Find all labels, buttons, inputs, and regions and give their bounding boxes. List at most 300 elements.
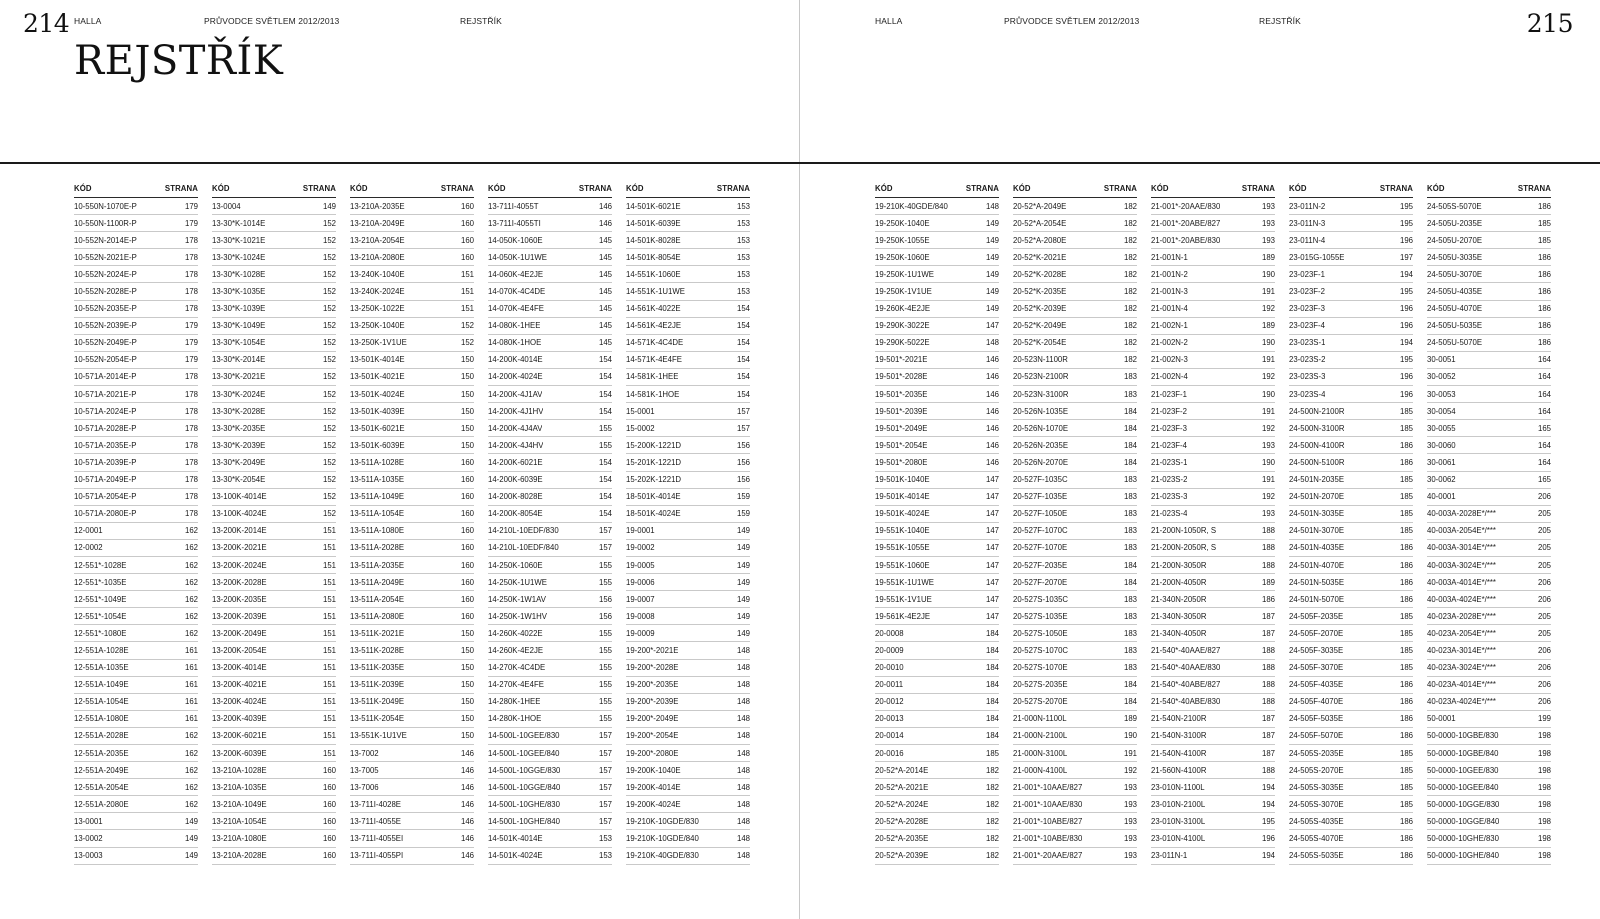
product-code: 12-551A-2035E (74, 748, 129, 758)
page-reference: 154 (598, 406, 612, 416)
product-code: 40-003A-4014E*/*** (1427, 577, 1496, 587)
product-code: 13-711I-4055E (350, 816, 402, 826)
product-code: 13-210A-2054E (350, 235, 405, 245)
index-row (626, 335, 750, 352)
product-code: 23-011N-1 (1151, 851, 1188, 861)
page-reference: 183 (1123, 628, 1137, 638)
index-row (1427, 472, 1551, 489)
page-reference: 151 (322, 697, 336, 707)
product-code: 12-551A-2049E (74, 765, 129, 775)
index-row (488, 386, 612, 403)
page-reference: 184 (1123, 406, 1137, 416)
index-row (488, 557, 612, 574)
page-reference: 153 (736, 201, 750, 211)
index-row (1427, 813, 1551, 830)
product-code: 19-250K-1040E (875, 218, 930, 228)
page-reference: 151 (322, 560, 336, 570)
page-reference: 150 (460, 440, 474, 450)
product-code: 13-30*K-1035E (212, 287, 266, 297)
index-column (350, 180, 474, 865)
page-reference: 186 (1537, 252, 1551, 262)
index-row (1013, 420, 1137, 437)
index-row (1289, 660, 1413, 677)
page-reference: 187 (1261, 628, 1275, 638)
index-row (626, 386, 750, 403)
product-code: 14-270K-4E4FE (488, 680, 544, 690)
page-reference: 196 (1399, 304, 1413, 314)
index-row (1427, 283, 1551, 300)
product-code: 40-003A-2054E*/*** (1427, 526, 1496, 536)
page-reference: 150 (460, 423, 474, 433)
product-code: 10-571A-2028E-P (74, 423, 137, 433)
page-reference: 185 (1399, 799, 1413, 809)
product-code: 21-001*-20ABE/827 (1151, 218, 1221, 228)
product-code: 21-200N-1050R, S (1151, 526, 1217, 536)
product-code: 14-250K-1060E (488, 560, 543, 570)
index-row (1427, 386, 1551, 403)
page-header: STRANA (302, 184, 336, 193)
index-row (1289, 830, 1413, 847)
page-reference: 184 (1123, 423, 1137, 433)
index-row (875, 540, 999, 557)
page-reference: 149 (736, 577, 750, 587)
index-row (1151, 454, 1275, 471)
page-reference: 187 (1261, 748, 1275, 758)
page-reference: 184 (985, 645, 999, 655)
index-row (875, 335, 999, 352)
index-row (1013, 779, 1137, 796)
product-code: 13-501K-4024E (350, 389, 405, 399)
page-reference: 194 (1261, 851, 1275, 861)
page-reference: 191 (1123, 748, 1137, 758)
page-reference: 160 (460, 235, 474, 245)
index-row (212, 335, 336, 352)
product-code: 13-711I-4055TI (488, 218, 541, 228)
index-row (350, 779, 474, 796)
index-row (488, 454, 612, 471)
page-reference: 155 (598, 663, 612, 673)
product-code: 30-0061 (1427, 457, 1456, 467)
page-reference: 185 (1399, 748, 1413, 758)
product-code: 24-501N-3035E (1289, 509, 1345, 519)
product-code: 20-0016 (875, 748, 904, 758)
index-row (875, 813, 999, 830)
index-row (74, 762, 198, 779)
product-code: 20-52*A-2028E (875, 816, 929, 826)
index-row (1289, 386, 1413, 403)
page-reference: 192 (1261, 423, 1275, 433)
product-code: 10-552N-2035E-P (74, 304, 137, 314)
index-row (488, 728, 612, 745)
page-reference: 151 (322, 628, 336, 638)
product-code: 20-52*A-2049E (1013, 201, 1067, 211)
page-reference: 191 (1261, 287, 1275, 297)
page-reference: 196 (1399, 389, 1413, 399)
product-code: 24-505F-5035E (1289, 714, 1344, 724)
index-row (74, 215, 198, 232)
product-code: 14-501K-4024E (488, 851, 543, 861)
page-reference: 186 (1399, 851, 1413, 861)
index-row (626, 813, 750, 830)
page-reference: 195 (1399, 355, 1413, 365)
index-row (1151, 796, 1275, 813)
index-row (1289, 711, 1413, 728)
product-code: 13-210A-1028E (212, 765, 267, 775)
index-row (1427, 711, 1551, 728)
page-reference: 186 (1537, 338, 1551, 348)
product-code: 50-0000-10GEE/840 (1427, 782, 1499, 792)
product-code: 19-250K-1055E (875, 235, 930, 245)
index-row (1289, 848, 1413, 865)
page-reference: 196 (1399, 321, 1413, 331)
page-reference: 154 (598, 475, 612, 485)
product-code: 20-52*K-2035E (1013, 287, 1067, 297)
index-row (875, 215, 999, 232)
product-code: 19-200K-4024E (626, 799, 681, 809)
product-code: 19-501*-2054E (875, 440, 928, 450)
page-reference: 145 (598, 304, 612, 314)
product-code: 50-0000-10GGE/840 (1427, 816, 1500, 826)
header-rule (0, 162, 1600, 164)
index-row (1151, 694, 1275, 711)
product-code: 23-011N-4 (1289, 235, 1326, 245)
index-row (1289, 608, 1413, 625)
index-row (488, 830, 612, 847)
page-reference: 146 (460, 799, 474, 809)
index-row (488, 574, 612, 591)
index-row (74, 249, 198, 266)
product-code: 21-000N-1100L (1013, 714, 1067, 724)
product-code: 20-527S-1050E (1013, 628, 1068, 638)
page-reference: 149 (736, 526, 750, 536)
page-reference: 153 (736, 252, 750, 262)
index-row (1151, 232, 1275, 249)
page-reference: 186 (1399, 440, 1413, 450)
index-row (1427, 420, 1551, 437)
product-code: 20-0012 (875, 697, 904, 707)
index-row (626, 625, 750, 642)
page-reference: 182 (1123, 304, 1137, 314)
page-reference: 198 (1537, 748, 1551, 758)
product-code: 14-581K-1HEE (626, 372, 679, 382)
index-row (74, 369, 198, 386)
page-reference: 187 (1261, 611, 1275, 621)
product-code: 21-340N-4050R (1151, 628, 1207, 638)
page-number: 215 (1526, 9, 1573, 38)
product-code: 21-540*-40ABE/827 (1151, 680, 1221, 690)
page-reference: 160 (322, 851, 336, 861)
page-reference: 185 (1399, 628, 1413, 638)
index-row (1151, 625, 1275, 642)
index-row (350, 198, 474, 215)
index-row (488, 506, 612, 523)
page-header: STRANA (1241, 184, 1275, 193)
page-reference: 152 (322, 509, 336, 519)
index-row (212, 557, 336, 574)
product-code: 19-0001 (626, 526, 655, 536)
page-reference: 186 (1399, 714, 1413, 724)
index-row (1289, 796, 1413, 813)
product-code: 20-52*K-2049E (1013, 321, 1067, 331)
page-reference: 185 (1537, 218, 1551, 228)
product-code: 13-511A-1035E (350, 475, 405, 485)
product-code: 40-023A-4024E*/*** (1427, 697, 1496, 707)
page-reference: 150 (460, 697, 474, 707)
product-code: 20-527S-2070E (1013, 697, 1068, 707)
page-reference: 185 (1399, 611, 1413, 621)
running-header-section: REJSTŘÍK (460, 16, 502, 26)
page-reference: 157 (736, 406, 750, 416)
index-row (1289, 779, 1413, 796)
product-code: 12-551*-1080E (74, 628, 127, 638)
product-code: 20-527S-1035C (1013, 594, 1069, 604)
index-row (350, 437, 474, 454)
product-code: 21-340N-2050R (1151, 594, 1207, 604)
product-code: 24-500N-3100R (1289, 423, 1345, 433)
page-reference: 191 (1261, 475, 1275, 485)
product-code: 19-0008 (626, 611, 655, 621)
product-code: 21-000N-4100L (1013, 765, 1068, 775)
index-columns (74, 180, 750, 865)
page-reference: 153 (736, 218, 750, 228)
index-row (1289, 437, 1413, 454)
product-code: 14-280K-1HEE (488, 697, 541, 707)
page-reference: 182 (1123, 269, 1137, 279)
index-row (1289, 335, 1413, 352)
page-reference: 199 (1537, 714, 1551, 724)
index-row (350, 266, 474, 283)
index-row (626, 762, 750, 779)
page-reference: 162 (184, 543, 198, 553)
page-reference: 193 (1123, 782, 1137, 792)
product-code: 24-501N-4035E (1289, 543, 1345, 553)
product-code: 30-0053 (1427, 389, 1456, 399)
page-reference: 148 (736, 645, 750, 655)
right-page (800, 0, 1600, 919)
page-reference: 183 (1123, 543, 1137, 553)
page-header: STRANA (965, 184, 999, 193)
index-row (1013, 283, 1137, 300)
product-code: 14-200K-4024E (488, 372, 543, 382)
page-reference: 154 (598, 355, 612, 365)
product-code: 19-210K-40GDE/840 (875, 201, 948, 211)
page-reference: 196 (1399, 372, 1413, 382)
index-row (626, 796, 750, 813)
index-row (1289, 215, 1413, 232)
index-row (74, 420, 198, 437)
index-row (1151, 249, 1275, 266)
index-row (488, 813, 612, 830)
page-reference: 154 (736, 372, 750, 382)
product-code: 10-550N-1070E-P (74, 201, 137, 211)
index-row (626, 694, 750, 711)
product-code: 21-001*-10AAE/830 (1013, 799, 1083, 809)
index-column (1427, 180, 1551, 865)
index-row (875, 591, 999, 608)
page-reference: 152 (322, 355, 336, 365)
index-row (1151, 283, 1275, 300)
product-code: 20-527S-2035E (1013, 680, 1068, 690)
product-code: 19-210K-10GDE/840 (626, 834, 699, 844)
column-header (350, 180, 474, 198)
product-code: 14-250K-1W1HV (488, 611, 547, 621)
page-reference: 178 (184, 235, 198, 245)
product-code: 14-210L-10EDF/840 (488, 543, 559, 553)
page-reference: 157 (598, 816, 612, 826)
page-reference: 182 (1123, 252, 1137, 262)
product-code: 20-527S-1070E (1013, 663, 1068, 673)
product-code: 13-30*K-2021E (212, 372, 266, 382)
page-reference: 179 (184, 338, 198, 348)
index-row (1427, 232, 1551, 249)
index-row (1427, 574, 1551, 591)
product-code: 24-505U-4070E (1427, 304, 1483, 314)
index-row (488, 403, 612, 420)
index-row (875, 506, 999, 523)
product-code: 13-200K-4024E (212, 697, 267, 707)
index-row (1151, 403, 1275, 420)
page-header: STRANA (716, 184, 750, 193)
page-reference: 149 (736, 628, 750, 638)
page-reference: 159 (736, 492, 750, 502)
index-row (488, 437, 612, 454)
page-reference: 156 (598, 611, 612, 621)
product-code: 13-501K-4014E (350, 355, 405, 365)
page-reference: 160 (322, 834, 336, 844)
index-row (488, 352, 612, 369)
page-reference: 186 (1261, 594, 1275, 604)
product-code: 13-210A-2080E (350, 252, 405, 262)
index-row (1013, 266, 1137, 283)
index-row (626, 540, 750, 557)
product-code: 10-550N-1100R-P (74, 218, 137, 228)
index-row (875, 403, 999, 420)
code-header: KÓD (875, 184, 893, 193)
page-reference: 147 (985, 611, 999, 621)
product-code: 13-7006 (350, 782, 379, 792)
product-code: 50-0000-10GBE/830 (1427, 731, 1499, 741)
code-header: KÓD (1289, 184, 1307, 193)
page-reference: 164 (1537, 355, 1551, 365)
product-code: 14-561K-4E2JE (626, 321, 682, 331)
product-code: 24-505U-2070E (1427, 235, 1483, 245)
page-reference: 145 (598, 321, 612, 331)
product-code: 12-551A-1049E (74, 680, 129, 690)
product-code: 13-0002 (74, 834, 103, 844)
index-row (1427, 335, 1551, 352)
page-reference: 150 (460, 628, 474, 638)
product-code: 23-010N-2100L (1151, 799, 1206, 809)
page-reference: 205 (1537, 628, 1551, 638)
page-reference: 145 (598, 269, 612, 279)
page-reference: 160 (460, 526, 474, 536)
index-row (212, 283, 336, 300)
index-row (1427, 694, 1551, 711)
index-row (626, 369, 750, 386)
product-code: 14-260K-4022E (488, 628, 543, 638)
index-row (1151, 591, 1275, 608)
product-code: 50-0000-10GHE/830 (1427, 834, 1499, 844)
index-row (350, 608, 474, 625)
page-reference: 182 (1123, 321, 1137, 331)
index-row (1427, 762, 1551, 779)
product-code: 14-280K-1HOE (488, 714, 542, 724)
product-code: 15-201K-1221D (626, 457, 682, 467)
page-reference: 153 (736, 235, 750, 245)
index-row (875, 848, 999, 865)
product-code: 23-023F-4 (1289, 321, 1325, 331)
product-code: 24-505U-2035E (1427, 218, 1483, 228)
product-code: 19-200*-2080E (626, 748, 679, 758)
page-reference: 183 (1123, 509, 1137, 519)
page-reference: 194 (1261, 799, 1275, 809)
page-reference: 206 (1537, 577, 1551, 587)
product-code: 20-52*A-2024E (875, 799, 929, 809)
page-reference: 183 (1123, 663, 1137, 673)
page-reference: 152 (322, 235, 336, 245)
index-row (350, 352, 474, 369)
product-code: 19-200*-2035E (626, 680, 679, 690)
product-code: 19-200*-2039E (626, 697, 679, 707)
index-row (626, 574, 750, 591)
product-code: 13-501K-4021E (350, 372, 405, 382)
index-row (350, 796, 474, 813)
page-reference: 185 (1399, 663, 1413, 673)
page-reference: 147 (985, 560, 999, 570)
product-code: 10-552N-2039E-P (74, 321, 137, 331)
product-code: 13-210A-2049E (350, 218, 405, 228)
index-row (74, 454, 198, 471)
index-row (74, 540, 198, 557)
page-reference: 184 (985, 628, 999, 638)
index-row (350, 369, 474, 386)
page-reference: 188 (1261, 645, 1275, 655)
index-row (488, 660, 612, 677)
page-reference: 184 (985, 714, 999, 724)
product-code: 24-500N-4100R (1289, 440, 1345, 450)
product-code: 12-551A-1080E (74, 714, 129, 724)
product-code: 19-501K-1040E (875, 475, 930, 485)
page-reference: 160 (460, 560, 474, 570)
product-code: 12-0001 (74, 526, 103, 536)
index-row (1289, 454, 1413, 471)
index-row (1427, 318, 1551, 335)
product-code: 24-505F-4070E (1289, 697, 1344, 707)
product-code: 13-30*K-2049E (212, 457, 266, 467)
index-row (875, 318, 999, 335)
index-row (74, 796, 198, 813)
index-columns (875, 180, 1551, 865)
page-reference: 190 (1123, 731, 1137, 741)
product-code: 20-0011 (875, 680, 904, 690)
page-reference: 184 (985, 680, 999, 690)
index-row (1289, 472, 1413, 489)
page-reference: 147 (985, 526, 999, 536)
page-header: STRANA (578, 184, 612, 193)
product-code: 19-210K-10GDE/830 (626, 816, 699, 826)
product-code: 13-511A-2028E (350, 543, 405, 553)
index-row (626, 591, 750, 608)
product-code: 13-250K-1V1UE (350, 338, 407, 348)
product-code: 13-200K-2054E (212, 645, 267, 655)
page-reference: 150 (460, 645, 474, 655)
page-reference: 148 (985, 338, 999, 348)
index-row (1013, 232, 1137, 249)
product-code: 20-52*A-2035E (875, 834, 929, 844)
product-code: 15-200K-1221D (626, 440, 682, 450)
index-row (1427, 642, 1551, 659)
product-code: 21-000N-3100L (1013, 748, 1068, 758)
